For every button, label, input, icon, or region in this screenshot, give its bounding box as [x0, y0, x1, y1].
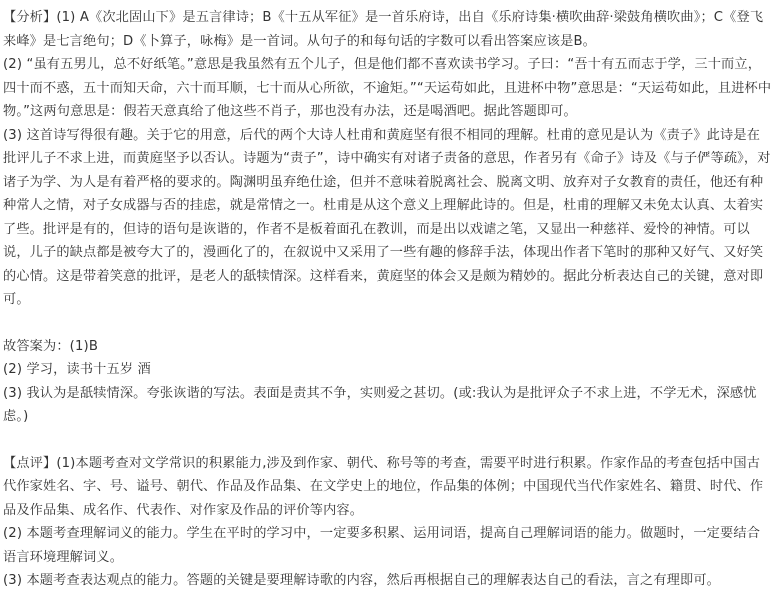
spacer	[3, 312, 772, 335]
answer-line-2: (2) 学习，读书十五岁 酒	[3, 362, 151, 377]
analysis-paragraph-3: (3) 这首诗写得很有趣。关于它的用意，后代的两个大诗人杜甫和黄庭坚有很不相同的理解。杜甫的意见是认为《责子》此诗是在批评儿子不求上进，而黄庭坚予以否认。诗题为“责子”，诗中确实有对诸子责备的意思，作者另有《命子》诗及《与子俨等疏》，对诸子为学、为人是有着严格的要求的。陶渊明虽弃绝仕途，但并不意味着脱离社会、脱离文明、放弃对子女教育的责任，他还有种种常人之情，对子女成器与否的挂虑，就是常情之一。杜甫是从这个意义上理解此诗的。但是，杜甫的理解又未免太认真、太着实了些。批评是有的，但诗的语句是诙谐的，作者不是板着面孔在教训，而是出以戏谑之笔，又显出一种慈祥、爱怜的神情。可以说，儿子的缺点都是被夸大了的，漫画化了的，在叙说中又采用了一些有趣的修辞手法，体现出作者下笔时的那种又好气、又好笑的心情。这是带着笑意的批评，是老人的舐犊情深。这样看来，黄庭坚的体会又是颇为精妙的。据此分析表达自己的关键，意对即可。	[3, 127, 771, 307]
analysis-paragraph-2: (2) “虽有五男儿，总不好纸笔。”意思是我虽然有五个儿子，但是他们都不喜欢读书学习。子曰：“吾十有五而志于学，三十而立，四十而不惑，五十而知天命，六十而耳顺，七十而从心所欲，不逾矩。”“天运苟如此，且进杯中物”意思是：“天运苟如此，且进杯中物。”这两句意思是：假若天意真给了他这些不肖子，那也没有办法，还是喝酒吧。据此答题即可。	[3, 57, 772, 119]
comment-section	[3, 452, 772, 593]
comment-paragraph-2: (2) 本题考查理解词义的能力。学生在平时的学习中，一定要多积累、运用词语，提高自己理解词语的能力。做题时，一定要结合语言环境理解词义。	[3, 526, 761, 565]
answer-line-3: (3) 我认为是舐犊情深。夸张诙谐的写法。表面是责其不争，实则爱之甚切。(或:我认为是批评众子不求上进，不学无术，深感忧虑。)	[3, 385, 757, 424]
analysis-paragraph-1: 【分析】(1) A《次北固山下》是五言律诗；B《十五从军征》是一首乐府诗，出自《乐府诗集·横吹曲辞·梁鼓角横吹曲》；C《登飞来峰》是七言绝句；D《卜算子，咏梅》是一首词。从句子的和每句话的字数可以看出答案应该是B。	[3, 10, 764, 49]
comment-paragraph-1: 【点评】(1)本题考查对文学常识的积累能力,涉及到作家、朝代、称号等的考查，需要平时进行积累。作家作品的考查包括中国古代作家姓名、字、号、谥号、朝代、作品及作品集、在文学史上的地位，作品集的体例；中国现代当代作家姓名、籍贯、时代、作品及作品集、成名作、代表作、对作家及作品的评价等内容。	[3, 455, 764, 518]
answer-section	[3, 335, 772, 429]
spacer	[3, 429, 772, 452]
analysis-section	[3, 6, 772, 312]
answer-line-1: 故答案为：(1)B	[3, 338, 99, 354]
comment-paragraph-3: (3) 本题考查表达观点的能力。答题的关键是要理解诗歌的内容，然后再根据自己的理解表达自己的看法，言之有理即可。	[3, 573, 721, 588]
